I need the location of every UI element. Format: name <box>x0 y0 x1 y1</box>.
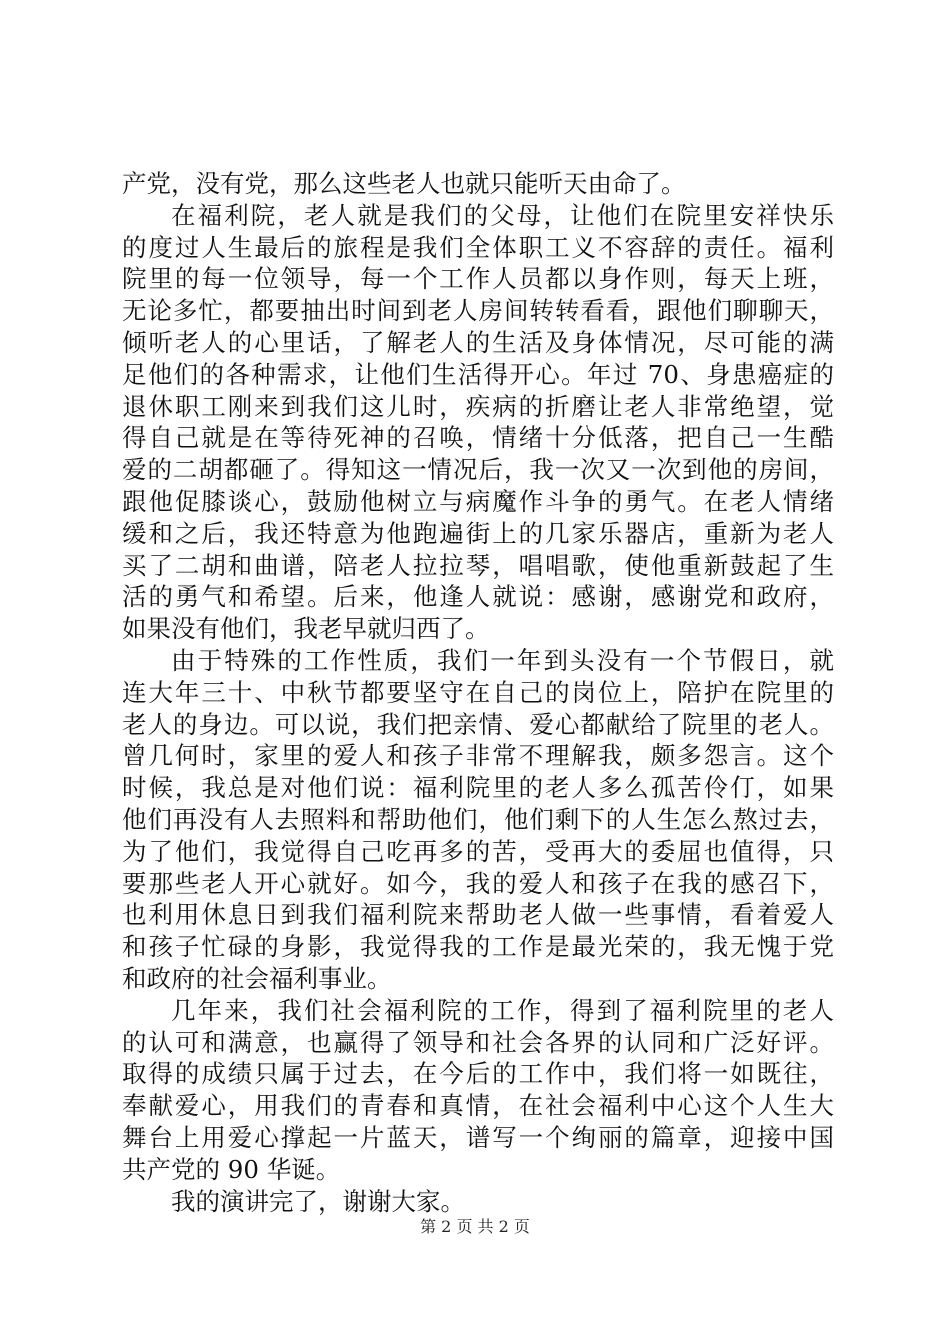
text-line: 院里的每一位领导，每一个工作人员都以身作则，每天上班， <box>122 264 834 294</box>
paragraph-end-line: 如果没有他们，我老早就归西了。 <box>122 614 490 644</box>
text-line: 买了二胡和曲谱，陪老人拉拉琴，唱唱歌，使他重新鼓起了生 <box>122 550 834 580</box>
text-line: 老人的身边。可以说，我们把亲情、爱心都献给了院里的老人。 <box>122 709 834 739</box>
paragraph-end-line: 和政府的社会福利事业。 <box>122 963 392 993</box>
text-line: 舞台上用爱心撑起一片蓝天，谱写一个绚丽的篇章，迎接中国 <box>122 1122 834 1152</box>
paragraph-start-line: 几年来，我们社会福利院的工作，得到了福利院里的老人 <box>171 995 834 1025</box>
text-line: 连大年三十、中秋节都要坚守在自己的岗位上，陪护在院里的 <box>122 677 834 707</box>
text-line: 爱的二胡都砸了。得知这一情况后，我一次又一次到他的房间， <box>122 455 834 485</box>
text-line: 退休职工刚来到我们这儿时，疾病的折磨让老人非常绝望，觉 <box>122 391 834 421</box>
text-line: 倾听老人的心里话，了解老人的生活及身体情况，尽可能的满 <box>122 327 834 357</box>
text-line: 活的勇气和希望。后来，他逢人就说：感谢，感谢党和政府， <box>122 582 834 612</box>
text-line: 取得的成绩只属于过去，在今后的工作中，我们将一如既往， <box>122 1059 834 1089</box>
text-line: 和孩子忙碌的身影，我觉得我的工作是最光荣的，我无愧于党 <box>122 932 834 962</box>
paragraph-end-line: 共产党的 90 华诞。 <box>122 1154 341 1184</box>
text-line: 的度过人生最后的旅程是我们全体职工义不容辞的责任。福利 <box>122 232 834 262</box>
text-line: 时候，我总是对他们说：福利院里的老人多么孤苦伶仃，如果 <box>122 773 834 803</box>
text-line: 跟他促膝谈心，鼓励他树立与病魔作斗争的勇气。在老人情绪 <box>122 486 834 516</box>
text-line: 为了他们，我觉得自己吃再多的苦，受再大的委屈也值得，只 <box>122 836 834 866</box>
text-line: 的认可和满意，也赢得了领导和社会各界的认同和广泛好评。 <box>122 1027 834 1057</box>
text-line: 产党，没有党，那么这些老人也就只能听天由命了。 <box>122 169 686 198</box>
paragraph-start-line: 由于特殊的工作性质，我们一年到头没有一个节假日，就 <box>171 645 834 675</box>
text-line: 也利用休息日到我们福利院来帮助老人做一些事情，看着爱人 <box>122 900 834 930</box>
text-line: 曾几何时，家里的爱人和孩子非常不理解我，颇多怨言。这个 <box>122 741 834 771</box>
text-line: 要那些老人开心就好。如今，我的爱人和孩子在我的感召下， <box>122 868 834 898</box>
paragraph-start-line: 在福利院，老人就是我们的父母，让他们在院里安祥快乐 <box>171 200 834 230</box>
text-line: 缓和之后，我还特意为他跑遍街上的几家乐器店，重新为老人 <box>122 518 834 548</box>
speech-body <box>122 168 834 1217</box>
closing-line: 我的演讲完了，谢谢大家。 <box>171 1186 465 1216</box>
text-line: 得自己就是在等待死神的召唤，情绪十分低落，把自己一生酷 <box>122 423 834 453</box>
text-line: 他们再没有人去照料和帮助他们，他们剩下的人生怎么熬过去， <box>122 804 834 834</box>
page-footer: 第 2 页 共 2 页 <box>420 1217 530 1236</box>
text-line: 足他们的各种需求，让他们生活得开心。年过 70、身患癌症的 <box>122 359 834 389</box>
text-line: 无论多忙，都要抽出时间到老人房间转转看看，跟他们聊聊天， <box>122 296 834 326</box>
text-line: 奉献爱心，用我们的青春和真情，在社会福利中心这个人生大 <box>122 1091 834 1121</box>
